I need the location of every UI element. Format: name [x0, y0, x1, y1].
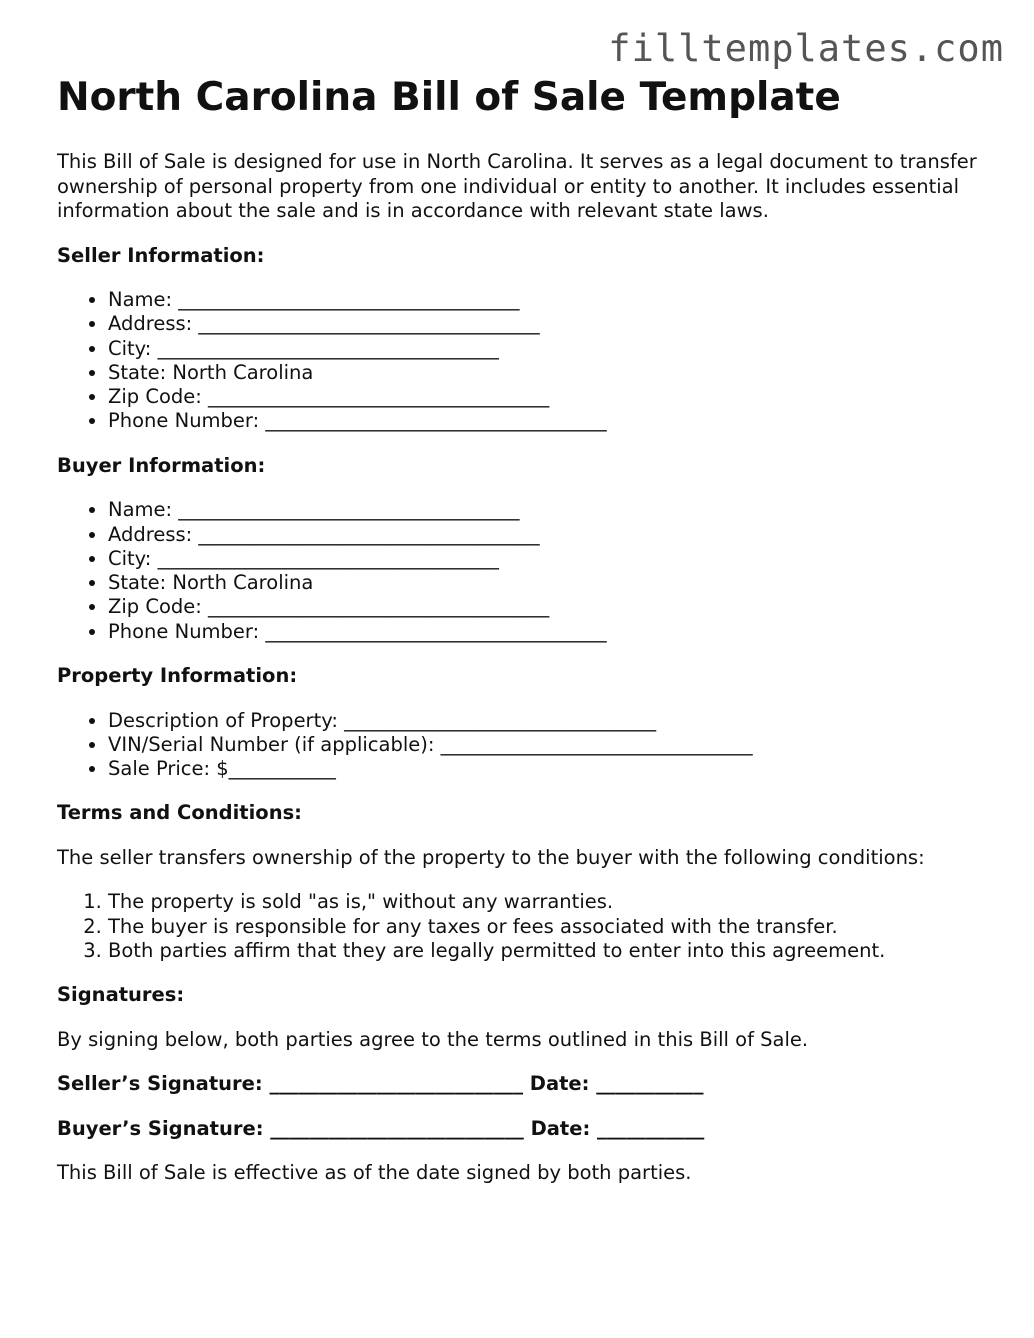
- buyer-info-list: [57, 498, 997, 644]
- buyer-phone-field[interactable]: • Phone Number: ___________________________________: [108, 620, 997, 644]
- property-section-heading: Property Information:: [57, 664, 298, 688]
- buyer-state-field: • State: North Carolina: [108, 571, 997, 595]
- terms-section-heading: Terms and Conditions:: [57, 801, 302, 825]
- intro-paragraph: This Bill of Sale is designed for use in North Carolina. It serves as a legal document to transfer ownership of personal property from one individual or entity to another. It includes essential information about the sale and is in accordance with relevant state laws.: [57, 150, 977, 222]
- property-info-list: [57, 709, 997, 782]
- signatures-intro: By signing below, both parties agree to the terms outlined in this Bill of Sale.: [57, 1027, 809, 1051]
- buyer-city-field[interactable]: • City: ___________________________________: [108, 547, 997, 571]
- document-body: [57, 72, 997, 1186]
- seller-city-field[interactable]: • City: ___________________________________: [108, 337, 997, 361]
- buyer-address-field[interactable]: • Address: ___________________________________: [108, 523, 997, 547]
- seller-phone-field[interactable]: • Phone Number: ___________________________________: [108, 409, 997, 433]
- seller-address-field[interactable]: • Address: ___________________________________: [108, 312, 997, 336]
- seller-state-field: • State: North Carolina: [108, 361, 997, 385]
- terms-item: 2. The buyer is responsible for any taxes or fees associated with the transfer.: [108, 915, 997, 939]
- buyer-zip-field[interactable]: • Zip Code: ___________________________________: [108, 595, 997, 619]
- terms-item: 3. Both parties affirm that they are legally permitted to enter into this agreement.: [108, 939, 997, 963]
- property-vin-field[interactable]: • VIN/Serial Number (if applicable): ________________________________: [108, 733, 997, 757]
- seller-zip-field[interactable]: • Zip Code: ___________________________________: [108, 385, 997, 409]
- page-title: North Carolina Bill of Sale Template: [57, 75, 841, 120]
- seller-name-field[interactable]: • Name: ___________________________________: [108, 288, 997, 312]
- terms-intro: The seller transfers ownership of the property to the buyer with the following conditions:: [57, 845, 925, 869]
- buyer-section-heading: Buyer Information:: [57, 453, 266, 477]
- seller-signature-line[interactable]: Seller’s Signature: __________________________ Date: ___________: [57, 1072, 704, 1096]
- buyer-signature-line[interactable]: Buyer’s Signature: __________________________ Date: ___________: [57, 1116, 705, 1140]
- property-price-field[interactable]: • Sale Price: $___________: [108, 757, 997, 781]
- watermark-logo: filltemplates.com: [608, 27, 1004, 70]
- seller-info-list: [57, 288, 997, 434]
- closing-statement: This Bill of Sale is effective as of the date signed by both parties.: [57, 1161, 692, 1185]
- signatures-section-heading: Signatures:: [57, 983, 185, 1007]
- seller-section-heading: Seller Information:: [57, 243, 265, 267]
- buyer-name-field[interactable]: • Name: ___________________________________: [108, 498, 997, 522]
- terms-list: [57, 890, 997, 963]
- property-description-field[interactable]: • Description of Property: ________________________________: [108, 709, 997, 733]
- terms-item: 1. The property is sold "as is," without any warranties.: [108, 890, 997, 914]
